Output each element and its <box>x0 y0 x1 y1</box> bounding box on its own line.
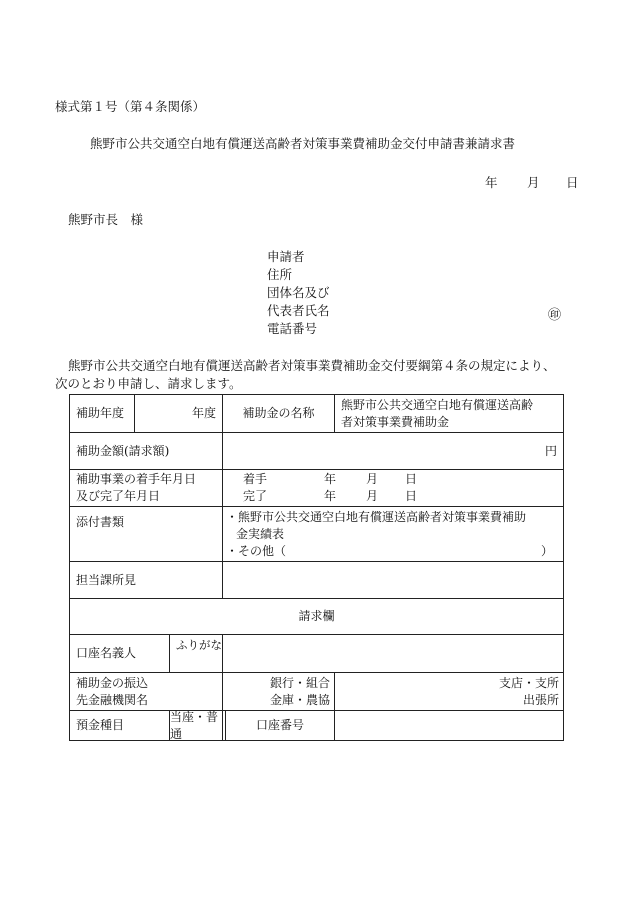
bank-type <box>223 673 335 711</box>
applicant-heading: 申請者 <box>267 249 305 264</box>
bank-type-line2: 金庫・農協 <box>269 692 330 707</box>
attachment1-line1: ・熊野市公共交通空白地有償運送高齢者対策事業費補助 <box>226 509 527 524</box>
start-year-label: 年 <box>324 472 337 486</box>
period-label <box>70 470 223 507</box>
period-row <box>70 470 564 507</box>
addressee: 熊野市長 様 <box>68 212 144 227</box>
account-holder-value <box>223 635 564 673</box>
bank-row <box>70 673 564 711</box>
body-text-line1: 熊野市公共交通空白地有償運送高齢者対策事業費補助金交付要綱第４条の規定により、 <box>68 358 556 373</box>
date-day-label: 日 <box>566 175 579 190</box>
end-year-label: 年 <box>324 489 337 503</box>
account-holder-label: 口座名義人 <box>70 635 170 672</box>
period-dates <box>223 470 564 507</box>
billing-section-row <box>70 599 564 635</box>
account-holder-split <box>70 635 223 673</box>
attachment2-text: ・その他（ <box>226 543 287 558</box>
bank-label-line2: 先金融機関名 <box>76 692 149 707</box>
bank-type-line1: 銀行・組合 <box>269 675 330 690</box>
branch-line1: 支店・支所 <box>498 675 559 690</box>
subsidy-name-label: 補助金の名称 <box>223 395 335 433</box>
document-title: 熊野市公共交通空白地有償運送高齢者対策事業費補助金交付申請書兼請求書 <box>90 136 516 151</box>
account-holder-row <box>70 635 564 673</box>
seal-mark: ㊞ <box>548 308 562 323</box>
attachments-label: 添付書類 <box>70 507 223 562</box>
amount-label: 補助金額(請求額) <box>70 433 223 470</box>
amount-unit: 円 <box>223 433 564 470</box>
deposit-type-value: 当座・普通 <box>170 709 219 741</box>
amount-row <box>70 433 564 470</box>
dept-opinion-label: 担当課所見 <box>70 562 223 599</box>
bank-label-split <box>70 673 223 711</box>
application-table <box>69 394 564 741</box>
start-day-label: 日 <box>405 472 418 486</box>
form-number: 様式第１号（第４条関係） <box>55 99 206 114</box>
account-number-label: 口座番号 <box>225 711 334 740</box>
attachments-row <box>70 507 564 562</box>
body-text-line2: 次のとおり申請し、請求します。 <box>55 376 242 391</box>
attachment2-close: ） <box>540 543 553 558</box>
branch-line2: 出張所 <box>522 692 559 707</box>
furigana-label: ふりがな <box>176 638 222 652</box>
dept-opinion-value <box>223 562 564 599</box>
period-label-line2: 及び完了年月日 <box>76 489 161 503</box>
end-day-label: 日 <box>405 489 418 503</box>
deposit-row <box>70 711 564 741</box>
attachments-value <box>223 507 564 562</box>
applicant-rep-label: 代表者氏名 <box>267 303 330 318</box>
start-date-line <box>223 471 563 488</box>
end-date-line <box>223 488 563 505</box>
subsidy-name-line2: 者対策事業費補助金 <box>341 414 450 429</box>
attachment2-line <box>226 543 557 560</box>
bank-label-line1: 補助金の振込 <box>76 675 149 690</box>
applicant-address-label: 住所 <box>267 267 293 282</box>
date-month-label: 月 <box>527 175 540 190</box>
subsidy-name-value <box>335 395 564 433</box>
fiscal-year-label: 補助年度 <box>70 395 135 433</box>
subsidy-name-line1: 熊野市公共交通空白地有償運送高齢 <box>341 397 534 412</box>
period-label-line1: 補助事業の着手年月日 <box>76 472 197 486</box>
account-number-cell <box>223 711 335 741</box>
dept-opinion-row <box>70 562 564 599</box>
start-label: 着手 <box>243 472 268 486</box>
branch-type <box>335 673 564 711</box>
applicant-phone-label: 電話番号 <box>267 321 318 336</box>
deposit-type-label: 預金種目 <box>70 711 170 740</box>
billing-section-heading: 請求欄 <box>70 599 564 635</box>
start-month-label: 月 <box>366 472 379 486</box>
fiscal-year-unit: 年度 <box>135 395 223 433</box>
attachment1-line2: 金実績表 <box>236 526 285 541</box>
bank-label <box>70 673 169 710</box>
account-number-value <box>335 711 564 741</box>
end-month-label: 月 <box>366 489 379 503</box>
fiscal-year-row <box>70 395 564 433</box>
applicant-org-label: 団体名及び <box>267 285 330 300</box>
date-year-label: 年 <box>485 175 498 190</box>
end-label: 完了 <box>243 489 268 503</box>
deposit-split <box>70 711 223 741</box>
